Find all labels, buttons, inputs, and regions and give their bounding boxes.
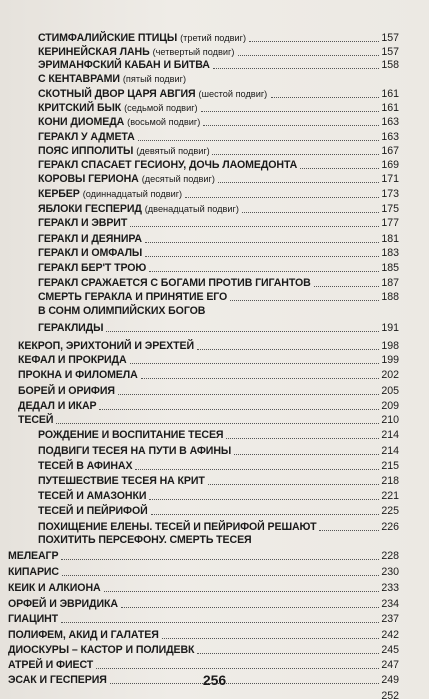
toc-entry [8,689,399,699]
dot-leader [218,182,379,183]
toc-entry [38,158,399,172]
toc-entry-title: ПОХИТИТЬ ПЕРСЕФОНУ. СМЕРТЬ ТЕСЕЯ [38,534,252,546]
toc-entry [38,520,399,534]
toc-entry-page: 161 [381,102,399,114]
toc-entry [18,368,399,382]
dot-leader [61,559,379,560]
toc-entry [38,321,399,335]
toc-entry-title: ЭСАК И ГЕСПЕРИЯ [8,674,107,686]
toc-entry [38,31,399,45]
toc-entry-page: 221 [381,490,399,502]
dot-leader [130,226,379,227]
toc-entry [38,232,399,246]
toc-entry-title: ГИАЦИНТ [8,613,59,625]
toc-entry-subtitle: (шестой подвиг) [198,89,268,99]
toc-entry-page: 237 [381,613,399,625]
toc-entry-title: ПРОКНА И ФИЛОМЕЛА [18,369,138,381]
toc-entry-page: 177 [381,217,399,229]
dot-leader [212,154,379,155]
toc-entry-page: 188 [381,291,399,303]
toc-entry-page: 175 [381,203,399,215]
toc-entry-title: ГЕРАКЛ СПАСАЕТ ГЕСИОНУ, ДОЧЬ ЛАОМЕДОНТА [38,159,298,171]
dot-leader [149,499,379,500]
toc-entry-page: 169 [381,159,399,171]
dot-leader [62,575,379,576]
toc-entry-title: ПУТЕШЕСТВИЕ ТЕСЕЯ НА КРИТ [38,475,205,487]
toc-entry [38,428,399,442]
dot-leader [149,271,379,272]
toc-entry [8,612,399,626]
dot-leader [56,423,379,424]
dot-leader [300,168,379,169]
page-number: 256 [202,672,227,688]
dot-leader [203,125,379,126]
toc-entry [38,187,399,201]
toc-entry [38,101,399,115]
toc-entry [38,216,399,230]
toc-entry-page: 185 [381,262,399,274]
toc-entry [38,444,399,458]
toc-entry [18,384,399,398]
toc-entry [8,549,399,563]
dot-leader [197,349,379,350]
toc-entry-page: 157 [381,46,399,58]
toc-entry-title: ЯБЛОКИ ГЕСПЕРИД [38,203,142,215]
toc-entry-subtitle: (одиннадцатый подвиг) [82,189,183,199]
toc-entry-title: ЭРИМАНФСКИЙ КАБАН И БИТВА [38,59,210,71]
toc-entry-page: 230 [381,566,399,578]
toc-entry-title: КЕКРОП, ЭРИХТОНИЙ И ЭРЕХТЕЙ [18,340,194,352]
toc-entry-title: ГЕРАКЛ И ОМФАЛЫ [38,247,143,259]
toc-entry [38,246,399,260]
toc-entry-page: 215 [381,460,399,472]
dot-leader [162,638,379,639]
toc-entry-subtitle: (пятый подвиг) [122,74,187,84]
toc-entry-page: 163 [381,131,399,143]
toc-entry-title: ОРФЕЙ И ЭВРИДИКА [8,598,118,610]
toc-entry-title: КИПАРИС [8,566,59,578]
toc-entry-title: ДИОСКУРЫ – КАСТОР И ПОЛИДЕВК [8,644,195,656]
dot-leader [141,378,379,379]
toc-entry-title: КЕРИНЕЙСКАЯ ЛАНЬ [38,46,150,58]
toc-entry-title: КЕИК И АЛКИОНА [8,582,101,594]
toc-entry-title: ТЕСЕЙ И ПЕЙРИФОЙ [38,505,148,517]
toc-entry-page: 218 [381,475,399,487]
toc-entry-page: 202 [381,369,399,381]
toc-entry-page: 228 [381,550,399,562]
toc-entry-page: 233 [381,582,399,594]
dot-leader [242,212,379,213]
dot-leader [185,197,379,198]
toc-entry-page: 187 [381,277,399,289]
toc-entry-subtitle: (десятый подвиг) [141,174,215,184]
dot-leader [96,668,379,669]
toc-entry [38,72,399,86]
toc-entry-title: ПОХИЩЕНИЕ ЕЛЕНЫ. ТЕСЕЙ И ПЕЙРИФОЙ РЕШАЮТ [38,521,317,533]
dot-leader [151,514,379,515]
toc-entry [8,628,399,642]
toc-entry-subtitle: (девятый подвиг) [136,146,210,156]
toc-entry [38,172,399,186]
dot-leader [314,286,379,287]
toc-entry-title: ГЕРАКЛ И ЭВРИТ [38,217,128,229]
toc-entry [18,339,399,353]
toc-entry-page: 158 [381,59,399,71]
toc-entry [38,489,399,503]
toc-entry-title: ПОЯС ИППОЛИТЫ [38,145,134,157]
toc-entry-page: 214 [381,429,399,441]
toc-entry [18,413,399,427]
toc-entry [38,276,399,290]
toc-entry-page: 249 [381,674,399,686]
toc-entry-page: 205 [381,385,399,397]
toc-entry-page: 214 [381,445,399,457]
dot-leader [319,530,379,531]
toc-entry-page: 167 [381,145,399,157]
toc-entry-page: 226 [381,521,399,533]
toc-entry-title: ТЕСЕЙ [18,414,54,426]
toc-entry-title: ГЕРАКЛ БЕР'Т ТРОЮ [38,262,147,274]
toc-entry-title: ГЕРАКЛ СРАЖАЕТСЯ С БОГАМИ ПРОТИВ ГИГАНТОВ [38,277,311,289]
dot-leader [249,41,379,42]
toc-entry-title: ПОЛИФЕМ, АКИД И ГАЛАТЕЯ [8,629,159,641]
toc-entry-subtitle: (четвертый подвиг) [152,47,235,57]
toc-entry [38,261,399,275]
toc-entry-page: 242 [381,629,399,641]
dot-leader [226,438,379,439]
toc-entry-page: 161 [381,88,399,100]
toc-entry-subtitle: (восьмой подвиг) [127,117,201,127]
toc-entry [38,87,399,101]
toc-entry [38,504,399,518]
dot-leader [121,607,379,608]
toc-entry-title: СТИМФАЛИЙСКИЕ ПТИЦЫ [38,32,178,44]
toc-entry [8,643,399,657]
toc-entry [38,474,399,488]
dot-leader [230,300,379,301]
dot-leader [213,68,379,69]
toc-entry-subtitle: (седьмой подвиг) [124,103,198,113]
toc-entry-title: ТЕСЕЙ И АМАЗОНКИ [38,490,147,502]
toc-entry-title: МЕЛЕАГР [8,550,59,562]
toc-entry-page: 210 [381,414,399,426]
dot-leader [201,111,379,112]
toc-entry [38,304,399,318]
toc-entry-title: В СОНМ ОЛИМПИЙСКИХ БОГОВ [38,305,206,317]
dot-leader [135,469,379,470]
toc-entry-subtitle: (двенадцатый подвиг) [144,204,239,214]
toc-entry [18,353,399,367]
toc-entry-page: 163 [381,116,399,128]
toc-entry-title: БОРЕЙ И ОРИФИЯ [18,385,115,397]
toc-entry [8,597,399,611]
toc-entry-title: КОРОВЫ ГЕРИОНА [38,173,139,185]
toc-entry-page: 171 [381,173,399,185]
toc-entry [38,130,399,144]
toc-entry-page: 173 [381,188,399,200]
dot-leader [138,140,379,141]
dot-leader [106,331,379,332]
toc-entry-page: 191 [381,322,399,334]
dot-leader [118,394,379,395]
toc-entry-title: АТРЕЙ И ФИЕСТ [8,659,94,671]
toc-entry-title: КОНИ ДИОМЕДА [38,116,125,128]
toc-entry [18,399,399,413]
toc-entry-title: СМЕРТЬ ГЕРАКЛА И ПРИНЯТИЕ ЕГО [38,291,228,303]
dot-leader [145,242,379,243]
toc-entry-page: 199 [381,354,399,366]
toc-entry-title: ПОДВИГИ ТЕСЕЯ НА ПУТИ В АФИНЫ [38,445,232,457]
toc-entry-title: ГЕРАКЛИДЫ [38,322,104,334]
toc-entry [38,202,399,216]
dot-leader [208,484,379,485]
toc-entry-title: ДЕДАЛ И ИКАР [18,400,97,412]
dot-leader [238,55,379,56]
toc-entry-page: 198 [381,340,399,352]
toc-entry-page: 157 [381,32,399,44]
toc-entry-page: 225 [381,505,399,517]
toc-entry-page: 247 [381,659,399,671]
dot-leader [271,97,379,98]
toc-entry [38,58,399,72]
toc-entry-title: КРИТСКИЙ БЫК [38,102,122,114]
toc-entry-title: ГЕРАКЛ У АДМЕТА [38,131,135,143]
toc-entry-title: СКОТНЫЙ ДВОР ЦАРЯ АВГИЯ [38,88,196,100]
toc-entry-page: 209 [381,400,399,412]
toc-entry-subtitle: (третий подвиг) [180,33,246,43]
toc-entry-page: 234 [381,598,399,610]
toc-entry-page: 252 [381,690,399,699]
toc-entry-title: ТЕСЕЙ В АФИНАХ [38,460,133,472]
toc-entry-page: 245 [381,644,399,656]
toc-entry [38,459,399,473]
dot-leader [61,622,379,623]
toc-entry-page: 181 [381,233,399,245]
dot-leader [130,363,379,364]
dot-leader [99,409,379,410]
dot-leader [145,256,379,257]
toc-entry [38,290,399,304]
dot-leader [104,591,379,592]
toc-entry [8,565,399,579]
toc-entry [8,581,399,595]
toc-entry-page: 183 [381,247,399,259]
dot-leader [234,454,379,455]
toc-entry-title: РОЖДЕНИЕ И ВОСПИТАНИЕ ТЕСЕЯ [38,429,224,441]
toc-entry [38,144,399,158]
toc-entry-title: С КЕНТАВРАМИ [38,73,120,85]
toc-entry [38,533,399,547]
dot-leader [197,653,379,654]
toc-entry [38,45,399,59]
toc-entry-title: ГЕРАКЛ И ДЕЯНИРА [38,233,142,245]
toc-entry [8,658,399,672]
toc-entry [38,115,399,129]
toc-entry-title: КЕРБЕР [38,188,80,200]
toc-entry-title: КЕФАЛ И ПРОКРИДА [18,354,127,366]
